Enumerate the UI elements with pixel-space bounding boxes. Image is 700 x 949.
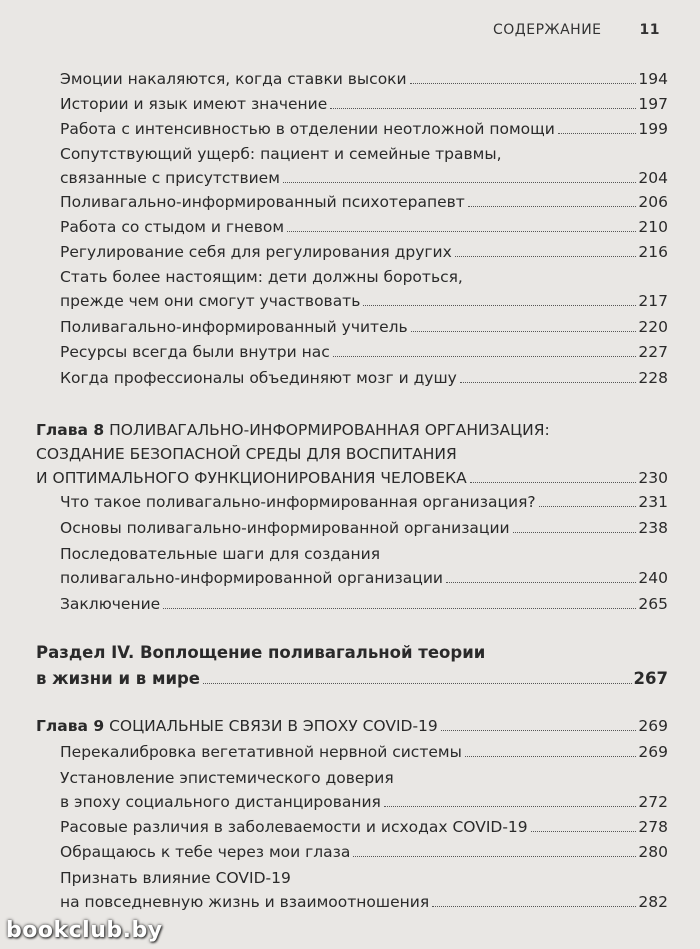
entry-title: Истории и язык имеют значение bbox=[60, 95, 328, 113]
toc-entry bbox=[60, 142, 668, 190]
section-title-line: в жизни и в мире bbox=[36, 669, 201, 688]
chapter-title-line: СОЦИАЛЬНЫЕ СВЯЗИ В ЭПОХУ COVID-19 bbox=[109, 717, 438, 735]
chapter-page: 269 bbox=[638, 717, 668, 735]
chapter-label: Глава 9 bbox=[36, 717, 105, 735]
chapter-heading bbox=[36, 418, 668, 490]
dot-leader bbox=[446, 582, 636, 583]
dot-leader bbox=[283, 182, 637, 183]
entry-title-line: Последовательные шаги для создания bbox=[60, 545, 381, 563]
dot-leader bbox=[455, 256, 637, 257]
entry-title-line: Сопутствующий ущерб: пациент и семейные травмы, bbox=[60, 145, 502, 163]
toc-entry bbox=[60, 866, 668, 914]
entry-page: 197 bbox=[638, 95, 668, 113]
toc-entry bbox=[60, 592, 668, 616]
dot-leader bbox=[465, 756, 637, 757]
entry-page: 265 bbox=[638, 595, 668, 613]
entry-title: Работа с интенсивностью в отделении неотложной помощи bbox=[60, 120, 555, 138]
entry-page: 199 bbox=[638, 120, 668, 138]
toc-entry bbox=[60, 766, 668, 814]
entry-page: 272 bbox=[638, 793, 668, 811]
toc-entry bbox=[60, 117, 668, 141]
dot-leader bbox=[470, 482, 637, 483]
header-title: СОДЕРЖАНИЕ bbox=[492, 22, 602, 38]
dot-leader bbox=[333, 356, 637, 357]
entry-page: 217 bbox=[638, 292, 668, 310]
entry-title: связанные с присутствием bbox=[60, 169, 280, 187]
dot-leader bbox=[531, 831, 637, 832]
entry-page: 238 bbox=[638, 519, 668, 537]
chapter-title-line: ПОЛИВАГАЛЬНО-ИНФОРМИРОВАННАЯ ОРГАНИЗАЦИЯ: bbox=[109, 421, 550, 439]
running-header bbox=[493, 22, 660, 38]
entry-title-line: Стать более настоящим: дети должны бороться, bbox=[60, 268, 463, 286]
toc-entry bbox=[60, 92, 668, 116]
entry-page: 278 bbox=[638, 818, 668, 836]
dot-leader bbox=[411, 331, 637, 332]
toc-entry bbox=[60, 190, 668, 214]
chapter-heading bbox=[36, 714, 668, 738]
toc-entry bbox=[60, 740, 668, 764]
entry-page: 240 bbox=[638, 569, 668, 587]
entry-page: 228 bbox=[638, 369, 668, 387]
entry-title-line: Установление эпистемического доверия bbox=[60, 769, 394, 787]
entry-title: Поливагально-информированный психотерапевт bbox=[60, 193, 465, 211]
dot-leader bbox=[432, 906, 636, 907]
entry-title-line: Признать влияние COVID-19 bbox=[60, 869, 291, 887]
entry-title: Когда профессионалы объединяют мозг и душу bbox=[60, 369, 457, 387]
dot-leader bbox=[363, 305, 636, 306]
entry-title: Эмоции накаляются, когда ставки высоки bbox=[60, 70, 407, 88]
toc-entry bbox=[60, 815, 668, 839]
entry-page: 280 bbox=[638, 843, 668, 861]
entry-page: 206 bbox=[638, 193, 668, 211]
entry-title: Ресурсы всегда были внутри нас bbox=[60, 343, 330, 361]
dot-leader bbox=[441, 730, 637, 731]
dot-leader bbox=[384, 806, 637, 807]
dot-leader bbox=[460, 382, 637, 383]
entry-title: поливагально-информированной организации bbox=[60, 569, 443, 587]
section-title-line: Раздел IV. Воплощение поливагальной теории bbox=[36, 643, 486, 662]
dot-leader bbox=[468, 206, 637, 207]
dot-leader bbox=[353, 856, 636, 857]
entry-title: Основы поливагально-информированной организации bbox=[60, 519, 510, 537]
entry-page: 282 bbox=[638, 893, 668, 911]
entry-title: Перекалибровка вегетативной нервной системы bbox=[60, 743, 462, 761]
toc-entry bbox=[60, 340, 668, 364]
dot-leader bbox=[558, 133, 637, 134]
dot-leader bbox=[539, 506, 637, 507]
toc-entry bbox=[60, 516, 668, 540]
chapter-label: Глава 8 bbox=[36, 421, 105, 439]
toc-entry bbox=[60, 215, 668, 239]
chapter-title-line: СОЗДАНИЕ БЕЗОПАСНОЙ СРЕДЫ ДЛЯ ВОСПИТАНИЯ bbox=[36, 445, 457, 463]
header-page-number: 11 bbox=[639, 22, 660, 38]
toc-entry bbox=[60, 366, 668, 390]
section-page: 267 bbox=[633, 669, 668, 688]
toc-entry bbox=[60, 315, 668, 339]
entry-title: Заключение bbox=[60, 595, 161, 613]
toc-entry bbox=[60, 490, 668, 514]
dot-leader bbox=[163, 608, 636, 609]
entry-page: 194 bbox=[638, 70, 668, 88]
entry-page: 216 bbox=[638, 243, 668, 261]
entry-title: Поливагально-информированный учитель bbox=[60, 318, 408, 336]
entry-page: 220 bbox=[638, 318, 668, 336]
entry-page: 227 bbox=[638, 343, 668, 361]
toc-entry bbox=[60, 240, 668, 264]
entry-title: на повседневную жизнь и взаимоотношения bbox=[60, 893, 430, 911]
dot-leader bbox=[330, 108, 636, 109]
entry-title: прежде чем они смогут участвовать bbox=[60, 292, 361, 310]
entry-title: Обращаюсь к тебе через мои глаза bbox=[60, 843, 351, 861]
toc-entry bbox=[60, 840, 668, 864]
entry-page: 210 bbox=[638, 218, 668, 236]
toc-entry bbox=[60, 265, 668, 313]
chapter-page: 230 bbox=[638, 469, 668, 487]
entry-page: 269 bbox=[638, 743, 668, 761]
entry-page: 204 bbox=[638, 169, 668, 187]
entry-title: Что такое поливагально-информированная организация? bbox=[60, 493, 536, 511]
entry-page: 231 bbox=[638, 493, 668, 511]
toc-entry bbox=[60, 542, 668, 590]
dot-leader bbox=[410, 83, 637, 84]
watermark: bookclub.by bbox=[6, 918, 163, 943]
dot-leader bbox=[203, 683, 632, 684]
entry-title: Расовые различия в заболеваемости и исходах COVID-19 bbox=[60, 818, 528, 836]
entry-title: Работа со стыдом и гневом bbox=[60, 218, 285, 236]
section-heading bbox=[36, 640, 668, 692]
dot-leader bbox=[287, 231, 636, 232]
entry-title: в эпоху социального дистанцирования bbox=[60, 793, 381, 811]
entry-title: Регулирование себя для регулирования других bbox=[60, 243, 452, 261]
chapter-title-line: И ОПТИМАЛЬНОГО ФУНКЦИОНИРОВАНИЯ ЧЕЛОВЕКА bbox=[36, 469, 467, 487]
dot-leader bbox=[513, 532, 637, 533]
toc-entry bbox=[60, 67, 668, 91]
